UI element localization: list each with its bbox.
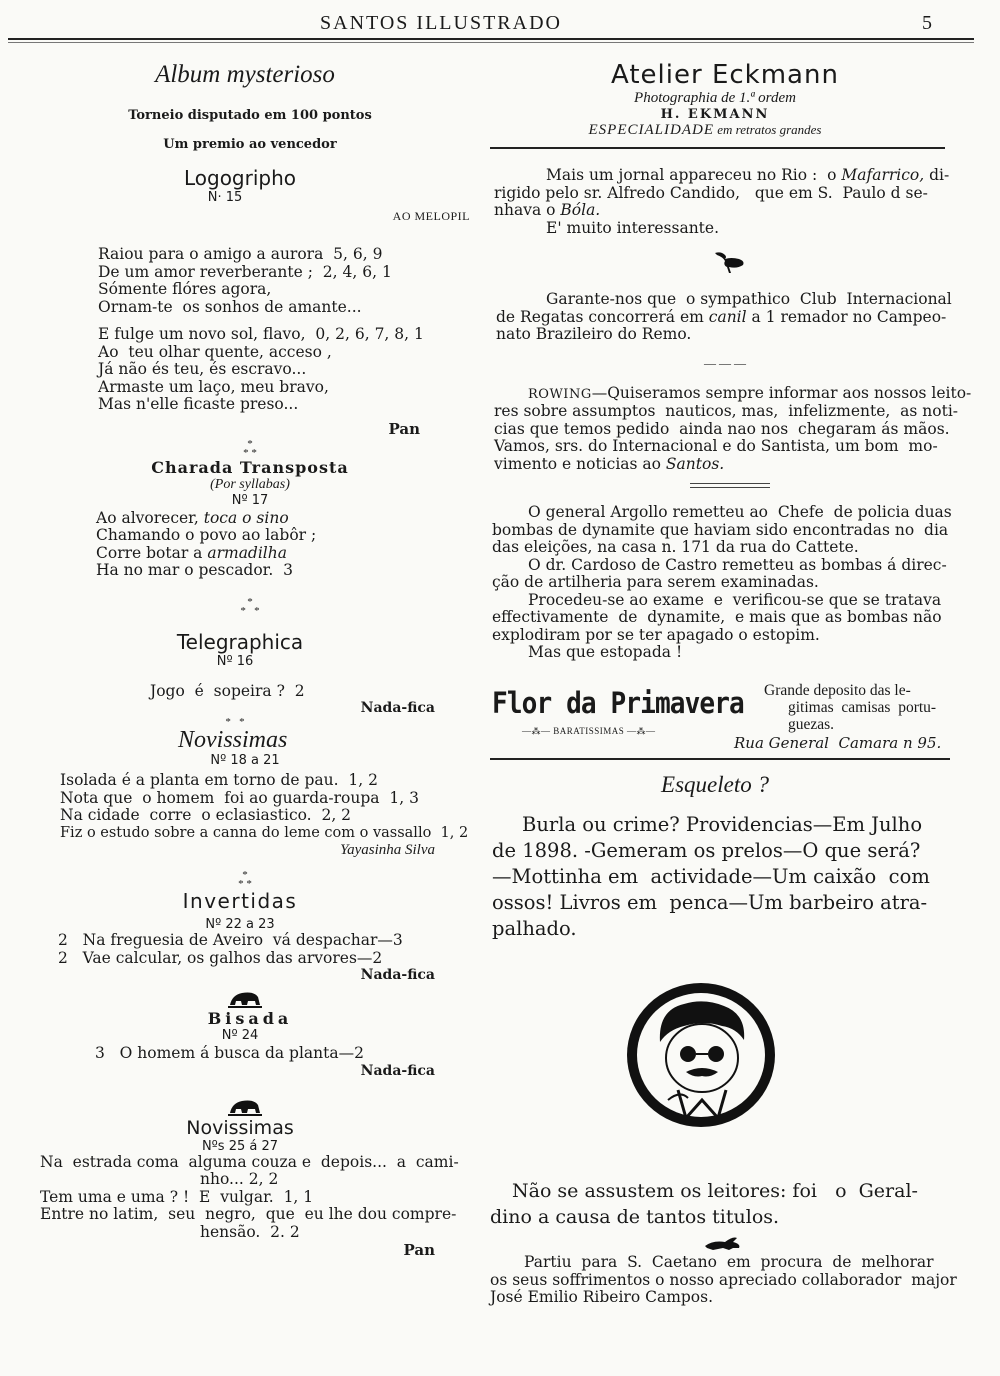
partiu-line: José Emilio Ribeiro Campos. bbox=[490, 1288, 714, 1306]
puzzle-line: hensão. 2. 2 bbox=[200, 1222, 300, 1241]
news-line: nato Brazileiro do Remo. bbox=[496, 325, 692, 343]
torneio-line: Torneio disputado em 100 pontos bbox=[128, 108, 372, 123]
novissimas2-signature: Pan bbox=[403, 1241, 435, 1259]
hippo-icon bbox=[228, 987, 262, 1009]
page-header bbox=[0, 12, 1000, 40]
ad-rule bbox=[490, 758, 950, 760]
premio-line: Um premio ao vencedor bbox=[163, 137, 337, 152]
album-title: Album mysterioso bbox=[155, 61, 335, 88]
novissimas2-lines bbox=[40, 1154, 470, 1242]
rowing-news bbox=[490, 383, 972, 474]
separator-stars: * * * bbox=[238, 869, 252, 890]
verse-line: Ornam-te os sonhos de amante... bbox=[98, 297, 362, 316]
novissimas2-title: Novissimas bbox=[186, 1116, 294, 1139]
invertidas-number: Nº 22 a 23 bbox=[205, 917, 275, 932]
atelier-title: Atelier Eckmann bbox=[611, 60, 839, 90]
separator-stars: * * * bbox=[243, 437, 257, 459]
dash-separator: — — — bbox=[704, 355, 746, 370]
bird-ornament bbox=[500, 249, 960, 283]
bisada-title: Bisada bbox=[207, 1009, 293, 1028]
verse-line: Mas n'elle ficaste preso... bbox=[98, 395, 299, 413]
ad-tag: —⁂— BARATISSIMAS —⁂— bbox=[522, 726, 656, 736]
novissimas2-number: Nºs 25 á 27 bbox=[201, 1138, 279, 1154]
news-line: Garante-nos que o sympathico Club Internacional bbox=[546, 290, 952, 308]
puzzle-line: Tem uma e uma ? ! E vulgar. 1, 1 bbox=[40, 1187, 314, 1206]
news-line: cias que temos pedido ainda nao nos chegaram ás mãos. bbox=[494, 419, 950, 438]
news1 bbox=[490, 167, 960, 237]
news-line: Mas que estopada ! bbox=[528, 643, 683, 661]
caricature-medallion bbox=[624, 980, 778, 1130]
news-line: Mais um jornal appareceu no Rio : o Mafarrico, di- bbox=[546, 166, 950, 184]
bisada-signature: Nada-fica bbox=[360, 1062, 435, 1079]
novissimas-title: Novissimas bbox=[178, 727, 288, 753]
ad-line: gitimas camisas portu- bbox=[788, 699, 937, 716]
verse-line: E fulge um novo sol, flavo, 0, 2, 6, 7, 8, 1 bbox=[98, 325, 424, 343]
news-line: nhava o Bóla. bbox=[494, 201, 601, 219]
news-line: Procedeu-se ao exame e verificou-se que se tratava bbox=[528, 590, 942, 609]
running-hare-icon bbox=[703, 1234, 743, 1252]
telegraphica-title: Telegraphica bbox=[176, 629, 304, 654]
caricature-portrait-icon bbox=[624, 980, 778, 1130]
puzzle-line: 2 Vae calcular, os galhos das arvores—2 bbox=[58, 948, 383, 967]
right-column bbox=[490, 60, 972, 662]
logogripho-dedication: AO MELOPIL bbox=[392, 209, 470, 223]
telegraphica-number: Nº 16 bbox=[216, 653, 254, 669]
novissimas2-ornament bbox=[20, 1095, 470, 1117]
header-rule-thin bbox=[8, 42, 974, 43]
charada-verses bbox=[96, 510, 470, 580]
news-line: bombas de dynamite que haviam sido encontradas no dia bbox=[492, 520, 949, 539]
verse-line: Já não és teu, és escravo... bbox=[98, 360, 307, 378]
puzzle-line: 2 Na freguesia de Aveiro vá despachar—3 bbox=[58, 931, 403, 949]
puzzle-line: Na estrada coma alguma couza e depois... a cami- bbox=[40, 1152, 459, 1171]
closing-line: dino a causa de tantos titulos. bbox=[490, 1206, 780, 1228]
invertidas-lines bbox=[58, 932, 470, 967]
journal-title: SANTOS ILLUSTRADO bbox=[320, 12, 562, 34]
charada-number: Nº 17 bbox=[231, 492, 269, 508]
charada-subtitle: (Por syllabas) bbox=[210, 476, 290, 492]
atelier-line2: H. EKMANN bbox=[660, 107, 770, 122]
atelier-line3: ESPECIALIDADE em retratos grandes bbox=[588, 122, 822, 138]
esqueleto-text bbox=[490, 812, 960, 942]
novissimas-lines bbox=[60, 772, 470, 842]
esqueleto-line: ossos! Livros em penca—Um barbeiro atra- bbox=[492, 891, 928, 914]
puzzle-line: nho... 2, 2 bbox=[200, 1170, 279, 1188]
news-line: E' muito interessante. bbox=[546, 218, 720, 237]
logogripho-number: N· 15 bbox=[207, 190, 243, 205]
verse-line: Raiou para o amigo a aurora 5, 6, 9 bbox=[98, 245, 383, 263]
closing-line: Não se assustem os leitores: foi o Geral- bbox=[512, 1180, 918, 1202]
invertidas-signature: Nada-fica bbox=[360, 967, 435, 983]
page-number: 5 bbox=[922, 12, 932, 34]
ibis-bird-icon bbox=[713, 249, 747, 275]
partiu-line: os seus soffrimentos o nosso apreciado collaborador major bbox=[490, 1270, 957, 1289]
bisada-ornament bbox=[20, 987, 470, 1009]
argollo-news bbox=[490, 504, 960, 662]
logogripho-verses bbox=[98, 246, 470, 414]
esqueleto-line: Burla ou crime? Providencias—Em Julho bbox=[522, 813, 923, 836]
verse-line: Ao teu olhar quente, acceso , bbox=[98, 342, 332, 361]
ad-line: guezas. bbox=[788, 716, 835, 733]
hare-ornament bbox=[486, 1234, 960, 1252]
verse-line: Ha no mar o pescador. 3 bbox=[96, 561, 294, 579]
separator-stars: * * * bbox=[240, 595, 260, 617]
puzzle-line: Nota que o homem foi ao guarda-roupa 1, 3 bbox=[60, 788, 419, 807]
charada-title: Charada Transposta bbox=[151, 457, 349, 477]
double-rule bbox=[690, 483, 770, 488]
atelier-rule bbox=[490, 147, 945, 149]
verse-line: Ao alvorecer, toca o sino bbox=[96, 508, 289, 527]
esqueleto-title: Esqueleto ? bbox=[661, 772, 769, 797]
ad-brand: Flor da Primavera bbox=[492, 686, 744, 720]
novissimas-number: Nº 18 a 21 bbox=[210, 753, 280, 768]
news-line: de Regatas concorrerá em canil a 1 remador no Campeo- bbox=[496, 307, 947, 326]
ad-address: Rua General Camara n 95. bbox=[734, 734, 942, 752]
hippo-icon bbox=[228, 1095, 262, 1117]
news-line: ROWING—Quiseramos sempre informar aos nossos leito- bbox=[528, 383, 972, 402]
news-line: ção de artilheria para serem examinadas. bbox=[492, 573, 819, 591]
bisada-line: 3 O homem á busca da planta—2 bbox=[95, 1044, 364, 1062]
puzzle-line: Entre no latim, seu negro, que eu lhe dou compre- bbox=[40, 1205, 457, 1223]
novissimas-signature: Yayasinha Silva bbox=[340, 842, 435, 858]
invertidas-title: Invertidas bbox=[182, 889, 298, 913]
telegraphica-signature: Nada-fica bbox=[360, 700, 435, 716]
news-line: rigido pelo sr. Alfredo Candido, que em S. Paulo d se- bbox=[494, 183, 928, 202]
left-column bbox=[40, 58, 470, 1259]
news-line: O general Argollo remetteu ao Chefe de policia duas bbox=[528, 503, 952, 521]
verse-line: De um amor reverberante ; 2, 4, 6, 1 bbox=[98, 262, 392, 281]
bisada-number: Nº 24 bbox=[221, 1028, 259, 1043]
partiu-line: Partiu para S. Caetano em procura de melhorar bbox=[524, 1253, 934, 1271]
puzzle-line: Fiz o estudo sobre a canna do leme com o vassallo 1, 2 bbox=[60, 824, 469, 841]
ad-text bbox=[764, 682, 954, 733]
verse-line: Armaste um laço, meu bravo, bbox=[98, 377, 329, 396]
logogripho-signature: Pan bbox=[388, 419, 420, 438]
news-line: explodiram por se ter apagado o estopim. bbox=[492, 625, 820, 644]
verse-line: Sómente flóres agora, bbox=[98, 280, 272, 298]
news-line: Vamos, srs. do Internacional e do Santista, um bom mo- bbox=[494, 437, 938, 455]
news2 bbox=[490, 291, 960, 344]
separator-stars: * * bbox=[225, 716, 245, 728]
news-line: O dr. Cardoso de Castro remetteu as bombas á direc- bbox=[528, 555, 947, 574]
atelier-line1: Photographia de 1.ª ordem bbox=[634, 90, 796, 106]
verse-line: Chamando o povo ao labôr ; bbox=[96, 526, 317, 544]
flor-da-primavera-ad bbox=[490, 680, 960, 762]
esqueleto-line: de 1898. -Gemeram os prelos—O que será? bbox=[492, 839, 921, 862]
puzzle-line: Isolada é a planta em torno de pau. 1, 2 bbox=[60, 771, 378, 789]
closing-section bbox=[490, 1178, 960, 1307]
partiu-text bbox=[490, 1254, 960, 1307]
esqueleto-line: palhado. bbox=[492, 917, 577, 940]
ad-line: Grande deposito das le- bbox=[764, 682, 911, 699]
puzzle-line: Na cidade corre o eclasiastico. 2, 2 bbox=[60, 806, 352, 824]
news-line: vimento e noticias ao Santos. bbox=[494, 454, 725, 473]
news-line: res sobre assumptos nauticos, mas, infelizmente, as noti- bbox=[494, 402, 959, 420]
news-line: das eleições, na casa n. 171 da rua do Cattete. bbox=[492, 538, 859, 556]
telegraphica-line: Jogo é sopeira ? 2 bbox=[150, 681, 305, 700]
esqueleto-line: —Mottinha em actividade—Um caixão com bbox=[492, 865, 930, 888]
verse-line: Corre botar a armadilha bbox=[96, 543, 287, 562]
header-rule bbox=[8, 38, 974, 40]
esqueleto-section bbox=[490, 772, 960, 942]
logogripho-title: Logogripho bbox=[183, 166, 297, 190]
news-line: effectivamente de dynamite, e mais que as bombas não bbox=[492, 608, 942, 626]
